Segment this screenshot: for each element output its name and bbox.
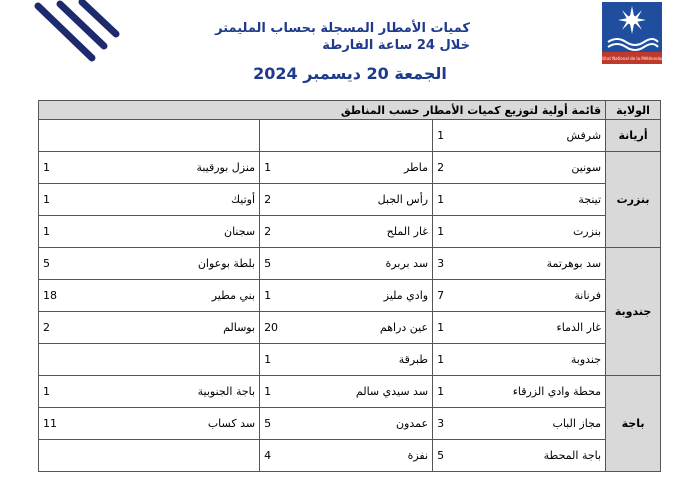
table-row bbox=[39, 184, 661, 216]
station-name: سجنان bbox=[115, 216, 260, 248]
rainfall-value: 5 bbox=[39, 248, 115, 280]
page-title bbox=[170, 20, 470, 54]
rainfall-value: 2 bbox=[260, 184, 308, 216]
station-name: بوسالم bbox=[115, 312, 260, 344]
report-date: الجمعة 20 ديسمبر 2024 bbox=[253, 64, 447, 83]
station-name: باجة الجنوبية bbox=[115, 376, 260, 408]
governorate-cell: جندوبة bbox=[606, 248, 661, 376]
station-name: باجة المحطة bbox=[481, 440, 606, 472]
station-name: سد سيدي سالم bbox=[308, 376, 433, 408]
station-name bbox=[115, 120, 260, 152]
station-name bbox=[308, 120, 433, 152]
rainfall-value: 1 bbox=[433, 216, 481, 248]
rainfall-value bbox=[39, 120, 115, 152]
header-governorate: الولاية bbox=[606, 101, 661, 120]
rainfall-value: 1 bbox=[260, 152, 308, 184]
rainfall-value: 2 bbox=[39, 312, 115, 344]
station-name: غار الملح bbox=[308, 216, 433, 248]
rainfall-value: 1 bbox=[39, 152, 115, 184]
station-name: تينجة bbox=[481, 184, 606, 216]
rainfall-value: 2 bbox=[260, 216, 308, 248]
table-row bbox=[39, 376, 661, 408]
governorate-cell: أريانة bbox=[606, 120, 661, 152]
station-name: رأس الجبل bbox=[308, 184, 433, 216]
rainfall-value: 1 bbox=[260, 280, 308, 312]
station-name: شرفش bbox=[481, 120, 606, 152]
rainfall-value: 7 bbox=[433, 280, 481, 312]
governorate-cell: باجة bbox=[606, 376, 661, 472]
station-name: نفزة bbox=[308, 440, 433, 472]
station-name: سد بوهرتمة bbox=[481, 248, 606, 280]
rainfall-value: 1 bbox=[260, 376, 308, 408]
station-name: وادي مليز bbox=[308, 280, 433, 312]
rainfall-value: 2 bbox=[433, 152, 481, 184]
rainfall-value bbox=[260, 120, 308, 152]
station-name: سد كساب bbox=[115, 408, 260, 440]
rainfall-value: 5 bbox=[260, 408, 308, 440]
rainfall-value bbox=[39, 440, 115, 472]
rainfall-value: 5 bbox=[433, 440, 481, 472]
title-line-2: خلال 24 ساعة الفارطة bbox=[322, 38, 470, 53]
rainfall-value: 1 bbox=[39, 184, 115, 216]
station-name bbox=[115, 344, 260, 376]
table-row bbox=[39, 216, 661, 248]
station-name: محطة وادي الزرقاء bbox=[481, 376, 606, 408]
title-line-1: كميات الأمطار المسجلة بحساب المليمتر bbox=[215, 21, 470, 36]
rainfall-table bbox=[38, 100, 661, 472]
rainfall-value: 1 bbox=[433, 120, 481, 152]
logo-caption: Institut National de la Météorologie bbox=[596, 56, 668, 61]
station-name: مجاز الباب bbox=[481, 408, 606, 440]
rainfall-value: 11 bbox=[39, 408, 115, 440]
station-name: سونين bbox=[481, 152, 606, 184]
rainfall-value: 3 bbox=[433, 408, 481, 440]
rainfall-value: 1 bbox=[433, 376, 481, 408]
rainfall-value: 1 bbox=[260, 344, 308, 376]
table-row bbox=[39, 408, 661, 440]
station-name: بنزرت bbox=[481, 216, 606, 248]
table-row bbox=[39, 312, 661, 344]
station-name: بني مطير bbox=[115, 280, 260, 312]
table-row bbox=[39, 120, 661, 152]
rainfall-value: 18 bbox=[39, 280, 115, 312]
table-row bbox=[39, 152, 661, 184]
station-name: أوتيك bbox=[115, 184, 260, 216]
rainfall-value: 3 bbox=[433, 248, 481, 280]
station-name: طبرقة bbox=[308, 344, 433, 376]
rainfall-value: 20 bbox=[260, 312, 308, 344]
governorate-cell: بنزرت bbox=[606, 152, 661, 248]
station-name: غار الدماء bbox=[481, 312, 606, 344]
rainfall-value: 1 bbox=[39, 376, 115, 408]
station-name: جندوبة bbox=[481, 344, 606, 376]
station-name: فرنانة bbox=[481, 280, 606, 312]
station-name: منزل بورقيبة bbox=[115, 152, 260, 184]
station-name: ماطر bbox=[308, 152, 433, 184]
header-list: قائمة أولية لتوزيع كميات الأمطار حسب المناطق bbox=[39, 101, 606, 120]
station-name bbox=[115, 440, 260, 472]
rainfall-value: 5 bbox=[260, 248, 308, 280]
table-body bbox=[39, 120, 661, 472]
station-name: بلطة بوعوان bbox=[115, 248, 260, 280]
station-name: عين دراهم bbox=[308, 312, 433, 344]
station-name: عمدون bbox=[308, 408, 433, 440]
table-row bbox=[39, 344, 661, 376]
institute-logo bbox=[596, 2, 668, 64]
table-row bbox=[39, 280, 661, 312]
rainfall-value bbox=[39, 344, 115, 376]
rainfall-value: 1 bbox=[433, 344, 481, 376]
rainfall-value: 1 bbox=[433, 184, 481, 216]
rainfall-value: 1 bbox=[433, 312, 481, 344]
decorative-stripes bbox=[30, 0, 120, 70]
rainfall-value: 1 bbox=[39, 216, 115, 248]
table-row bbox=[39, 440, 661, 472]
table-header-row bbox=[39, 101, 661, 120]
rainfall-value: 4 bbox=[260, 440, 308, 472]
station-name: سد بربرة bbox=[308, 248, 433, 280]
table-row bbox=[39, 248, 661, 280]
